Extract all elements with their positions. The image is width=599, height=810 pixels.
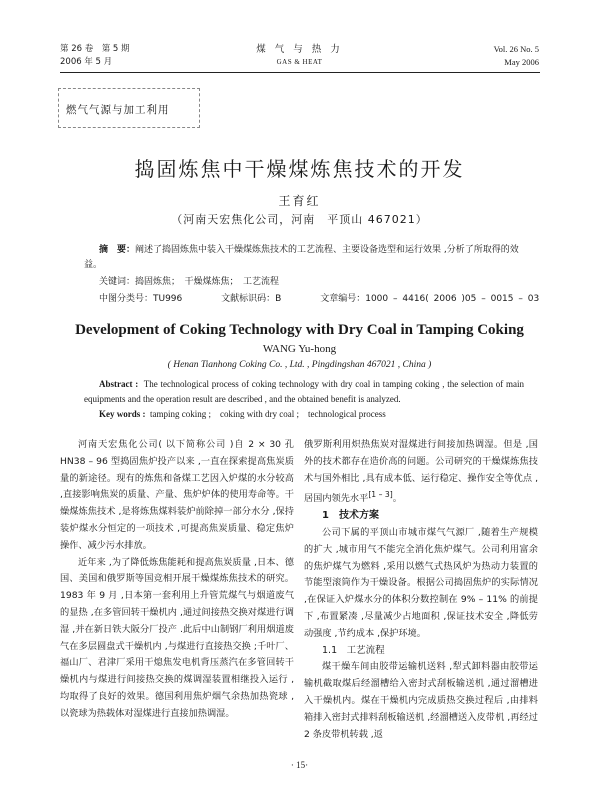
article-number: 文章编号：1000 – 4416( 2006 )05 – 0015 – 03 [320, 294, 540, 304]
date-en: May 2006 [504, 57, 539, 67]
running-header-right [494, 43, 539, 69]
author-en: WANG Yu-hong [262, 343, 337, 355]
body-paragraph: 河南天宏焦化公司( 以下简称公司 )自 2 × 30 孔 HN38 – 96 型捣固焦炉投产以来 ,一直在探索提高焦炭质量的新途径。现有的炼焦和备煤工艺因入炉煤的水分较高 ,直接影响焦炭的质量、产量、焦炉炉体的使用寿命等。干燥煤炼焦技术 ,是将炼焦煤料装炉前除掉一部分水分 ,保持装炉煤水分恒定的一项技术 ,可提高焦炭质量、稳定焦炉操作、减少污水排放。 [60, 439, 294, 551]
keywords-cn-text: 捣固炼焦； 干燥煤炼焦； 工艺流程 [135, 277, 280, 287]
paragraph-end: 。 [392, 493, 402, 505]
section-label: 燃气气源与加工利用 [66, 104, 170, 116]
date-cn: 2006 年 5 月 [60, 57, 113, 67]
journal-name-cn: 煤 气 与 热 力 [256, 44, 343, 55]
subsection-heading: 1.1 工艺流程 [322, 644, 385, 656]
body-paragraph: 近年来 ,为了降低炼焦能耗和提高焦炭质量 ,日本、德国、美国和俄罗斯等国竞相开展干燥煤炼焦技术的研究。1983 年 9 月 ,日本第一套利用上升管荒煤气与烟道废气的显热 ,在多管回转干燥机内 ,通过间接热交换对煤进行调湿 ,并在新日铁大阪分厂投产 .此后中山制钢厂利用烟道废气在多层圆盘式干燥机内 ,与煤进行直接热交换 ;千叶厂、福山厂、君津厂采用干熄焦发电机背压蒸汽在多管回转干燥机内与煤进行间接热交换的煤调湿装置相继投入运行 ,均取得了良好的效果。德国利用焦炉烟气余热加热瓷球 ,以瓷球为热载体对湿煤进行直接加热调湿。 [60, 556, 294, 719]
journal-name-en: GAS & HEAT [276, 58, 323, 66]
volume-issue-en: Vol. 26 No. 5 [493, 44, 539, 54]
keywords-en [99, 407, 386, 422]
abstract-en-text: The technological process of coking technology with dry coal in tamping coking , the selection of main equipments and the operation result are described , and the obtained benefit is analyzed. [84, 379, 524, 404]
article-title-cn: 捣固炼焦中干燥煤炼焦技术的开发 [134, 157, 465, 181]
body-column-right [304, 437, 538, 743]
affiliation-en: ( Henan Tianhong Coking Co. , Ltd. , Pingdingshan 467021 , China ) [167, 360, 432, 370]
author-cn: 王育红 [278, 194, 321, 208]
header-rule [60, 72, 540, 73]
paragraph-text: 俄罗斯利用炽热焦炭对湿煤进行间接加热调湿。但是 ,国外的技术都存在造价高的问题。公司研究的干燥煤炼焦技术与国外相比 ,具有成本低、运行稳定、操作安全等优点 ,居国内领先水平 [304, 439, 538, 505]
classification-line [99, 292, 539, 307]
body-paragraph [304, 437, 538, 508]
citation-ref: [1 – 3] [368, 490, 393, 500]
page-number: · 15· [290, 760, 309, 770]
abstract-en [84, 377, 524, 407]
body-column-left [60, 437, 294, 723]
affiliation-cn: （河南天宏焦化公司，河南 平顶山 467021） [171, 213, 428, 226]
abstract-cn-label: 摘 要： [99, 245, 136, 255]
abstract-en-label: Abstract : [99, 379, 139, 389]
abstract-cn [84, 243, 524, 273]
article-title-en: Development of Coking Technology with Dry Coal in Tamping Coking [75, 322, 524, 338]
document-code: 文献标识码：B [221, 294, 282, 304]
section-heading: 1 技术方案 [322, 510, 379, 522]
abstract-cn-text: 阐述了捣固炼焦中装入干燥煤炼焦技术的工艺流程、主要设备选型和运行效果 ,分析了所取得的效益。 [84, 245, 519, 270]
body-paragraph: 煤干燥车间由胶带运输机送料 ,犁式卸料器由胶带运输机截取煤后经溜槽给入密封式刮板输送机 ,通过溜槽进入干燥机内。煤在干燥机内完成质热交换过程后 ,由排料箱排入密封式排料刮板输送机 ,经溜槽送入皮带机 ,再经过 2 条皮带机转载 ,返 [304, 661, 538, 740]
keywords-cn [99, 275, 279, 290]
keywords-cn-label: 关键词： [99, 277, 136, 287]
clc-number: 中图分类号：TU996 [99, 294, 183, 304]
keywords-en-text: tamping coking ; coking with dry coal ; technological process [150, 409, 386, 419]
volume-issue-cn: 第 26 卷 第 5 期 [60, 44, 130, 54]
body-paragraph: 公司下属的平顶山市城市煤气气源厂 ,随着生产规模的扩大 ,城市用气不能完全消化焦炉煤气。公司利用富余的焦炉煤气为燃料 ,采用以燃气式热风炉为热动力装置的节能型滚筒作为干燥设备。根据公司捣固焦炉的实际情况 ,在保证入炉煤水分的体积分数控制在 9% – 11% 的前提下 ,布置紧凑 ,尽量减少占地面积 ,保证技术安全 ,降低劳动强度 ,节约成本 ,保护环境。 [304, 527, 538, 639]
keywords-en-label: Key words : [99, 409, 146, 419]
